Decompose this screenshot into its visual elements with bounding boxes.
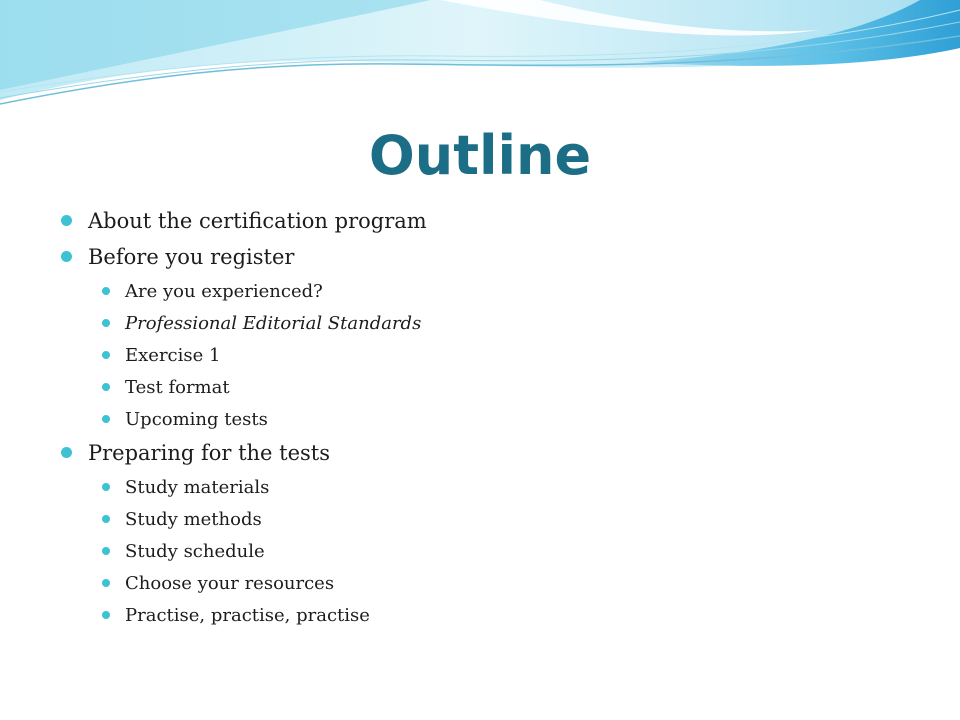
sub-bullet-text: Practise, practise, practise — [125, 604, 370, 626]
bullet-dot-icon — [102, 483, 110, 491]
bullet-dot-icon — [102, 383, 110, 391]
bullet-text: Before you register — [88, 245, 295, 269]
sub-bullet-item — [61, 275, 427, 307]
sub-bullet-text: Exercise 1 — [125, 344, 221, 366]
bullet-dot-icon — [102, 515, 110, 523]
sub-bullet-text: Study materials — [125, 476, 270, 498]
sub-bullet-item — [61, 535, 427, 567]
sub-bullet-item — [61, 599, 427, 631]
bullet-dot-icon — [102, 351, 110, 359]
sub-bullet-item — [61, 567, 427, 599]
bullet-text: Preparing for the tests — [88, 441, 331, 465]
bullet-dot-icon — [102, 611, 110, 619]
bullet-item — [61, 435, 427, 471]
sub-bullet-item — [61, 471, 427, 503]
bullet-dot-icon — [61, 447, 72, 458]
sub-bullet-item — [61, 371, 427, 403]
bullet-dot-icon — [102, 415, 110, 423]
bullet-dot-icon — [102, 579, 110, 587]
bullet-item — [61, 203, 427, 239]
sub-bullet-text: Professional Editorial Standards — [125, 312, 422, 334]
sub-bullet-text: Test format — [125, 376, 230, 398]
sub-bullet-item — [61, 503, 427, 535]
slide-title: Outline — [368, 124, 592, 187]
sub-bullet-text: Choose your resources — [125, 572, 335, 594]
sub-bullet-text: Study methods — [125, 508, 262, 530]
sub-bullet-text: Study schedule — [125, 540, 265, 562]
sub-bullet-item — [61, 403, 427, 435]
bullet-dot-icon — [102, 547, 110, 555]
sub-bullet-text: Are you experienced? — [125, 280, 323, 302]
bullet-text: About the certification program — [88, 209, 427, 233]
sub-bullet-item — [61, 339, 427, 371]
sub-bullet-item — [61, 307, 427, 339]
bullet-item — [61, 239, 427, 275]
bullet-dot-icon — [102, 287, 110, 295]
outline-bullet-list — [61, 203, 427, 631]
bullet-dot-icon — [61, 215, 72, 226]
bullet-dot-icon — [102, 319, 110, 327]
header-wave-decoration — [0, 0, 960, 120]
bullet-dot-icon — [61, 251, 72, 262]
sub-bullet-text: Upcoming tests — [125, 408, 268, 430]
